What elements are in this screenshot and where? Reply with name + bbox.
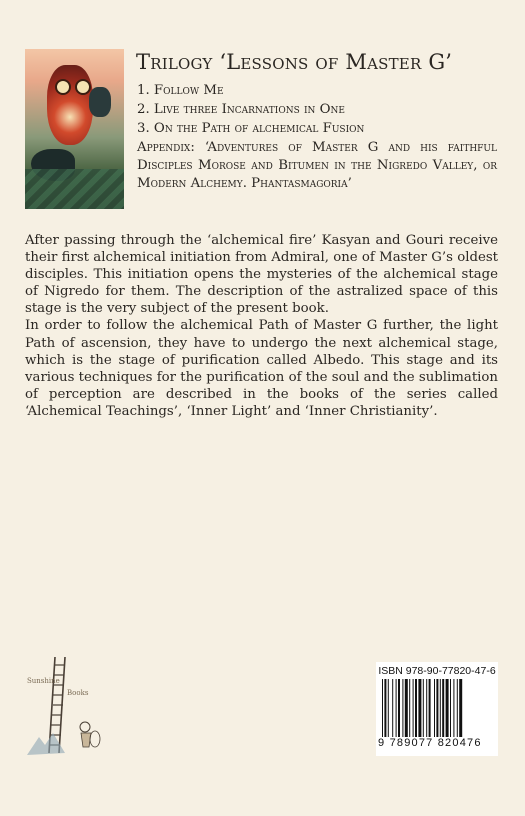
publisher-name-1: Sunshine xyxy=(27,677,60,685)
trilogy-title: Trilogy ‘Lessons of Master G’ xyxy=(136,50,453,74)
trilogy-item: 3. On the Path of alchemical Fusion xyxy=(137,121,365,136)
trilogy-appendix: Appendix: ‘Adventures of Master G and his faithful Disciples Morose and Bitumen in the Nigredo Valley, or Modern Alchemy. Phantasmagoria’ xyxy=(137,140,497,191)
trilogy-list xyxy=(137,82,497,194)
crow-head xyxy=(89,87,111,117)
barcode-bars xyxy=(380,679,494,737)
owl-figure xyxy=(47,65,93,145)
isbn-barcode xyxy=(376,662,498,756)
publisher-name-2: Books xyxy=(67,689,89,697)
owl-eye-right xyxy=(75,79,91,95)
ladder-illustration xyxy=(25,655,101,757)
blurb xyxy=(25,232,498,420)
owl-eye-left xyxy=(55,79,71,95)
barcode-digits: 9 789077 820476 xyxy=(378,737,482,749)
isbn-number: ISBN 978-90-77820-47-6 xyxy=(378,665,496,677)
trilogy-item: 2. Live three Incarnations in One xyxy=(137,102,345,117)
blurb-paragraph: After passing through the ‘alchemical fire’ Kasyan and Gouri receive their first alchemical initiation from Admiral, one of Master G’s oldest disciples. This initiation opens the mysteries of the alchemical stage of Nigredo for them. The description of the astralized space of this stage is the very subject of the present book. xyxy=(25,233,498,317)
blurb-paragraph: In order to follow the alchemical Path of Master G further, the light Path of ascension, they have to undergo the next alchemical stage, which is the stage of purification called Albedo. This stage and its various techniques for the purification of the soul and the sublimation of perception are described in the books of the series called ‘Alchemical Teachings’, ‘Inner Light’ and ‘Inner Christianity’. xyxy=(25,318,498,419)
wave-pattern xyxy=(25,169,124,209)
trilogy-item: 1. Follow Me xyxy=(137,83,224,98)
cover-illustration xyxy=(25,49,124,209)
publisher-logo xyxy=(25,655,101,757)
